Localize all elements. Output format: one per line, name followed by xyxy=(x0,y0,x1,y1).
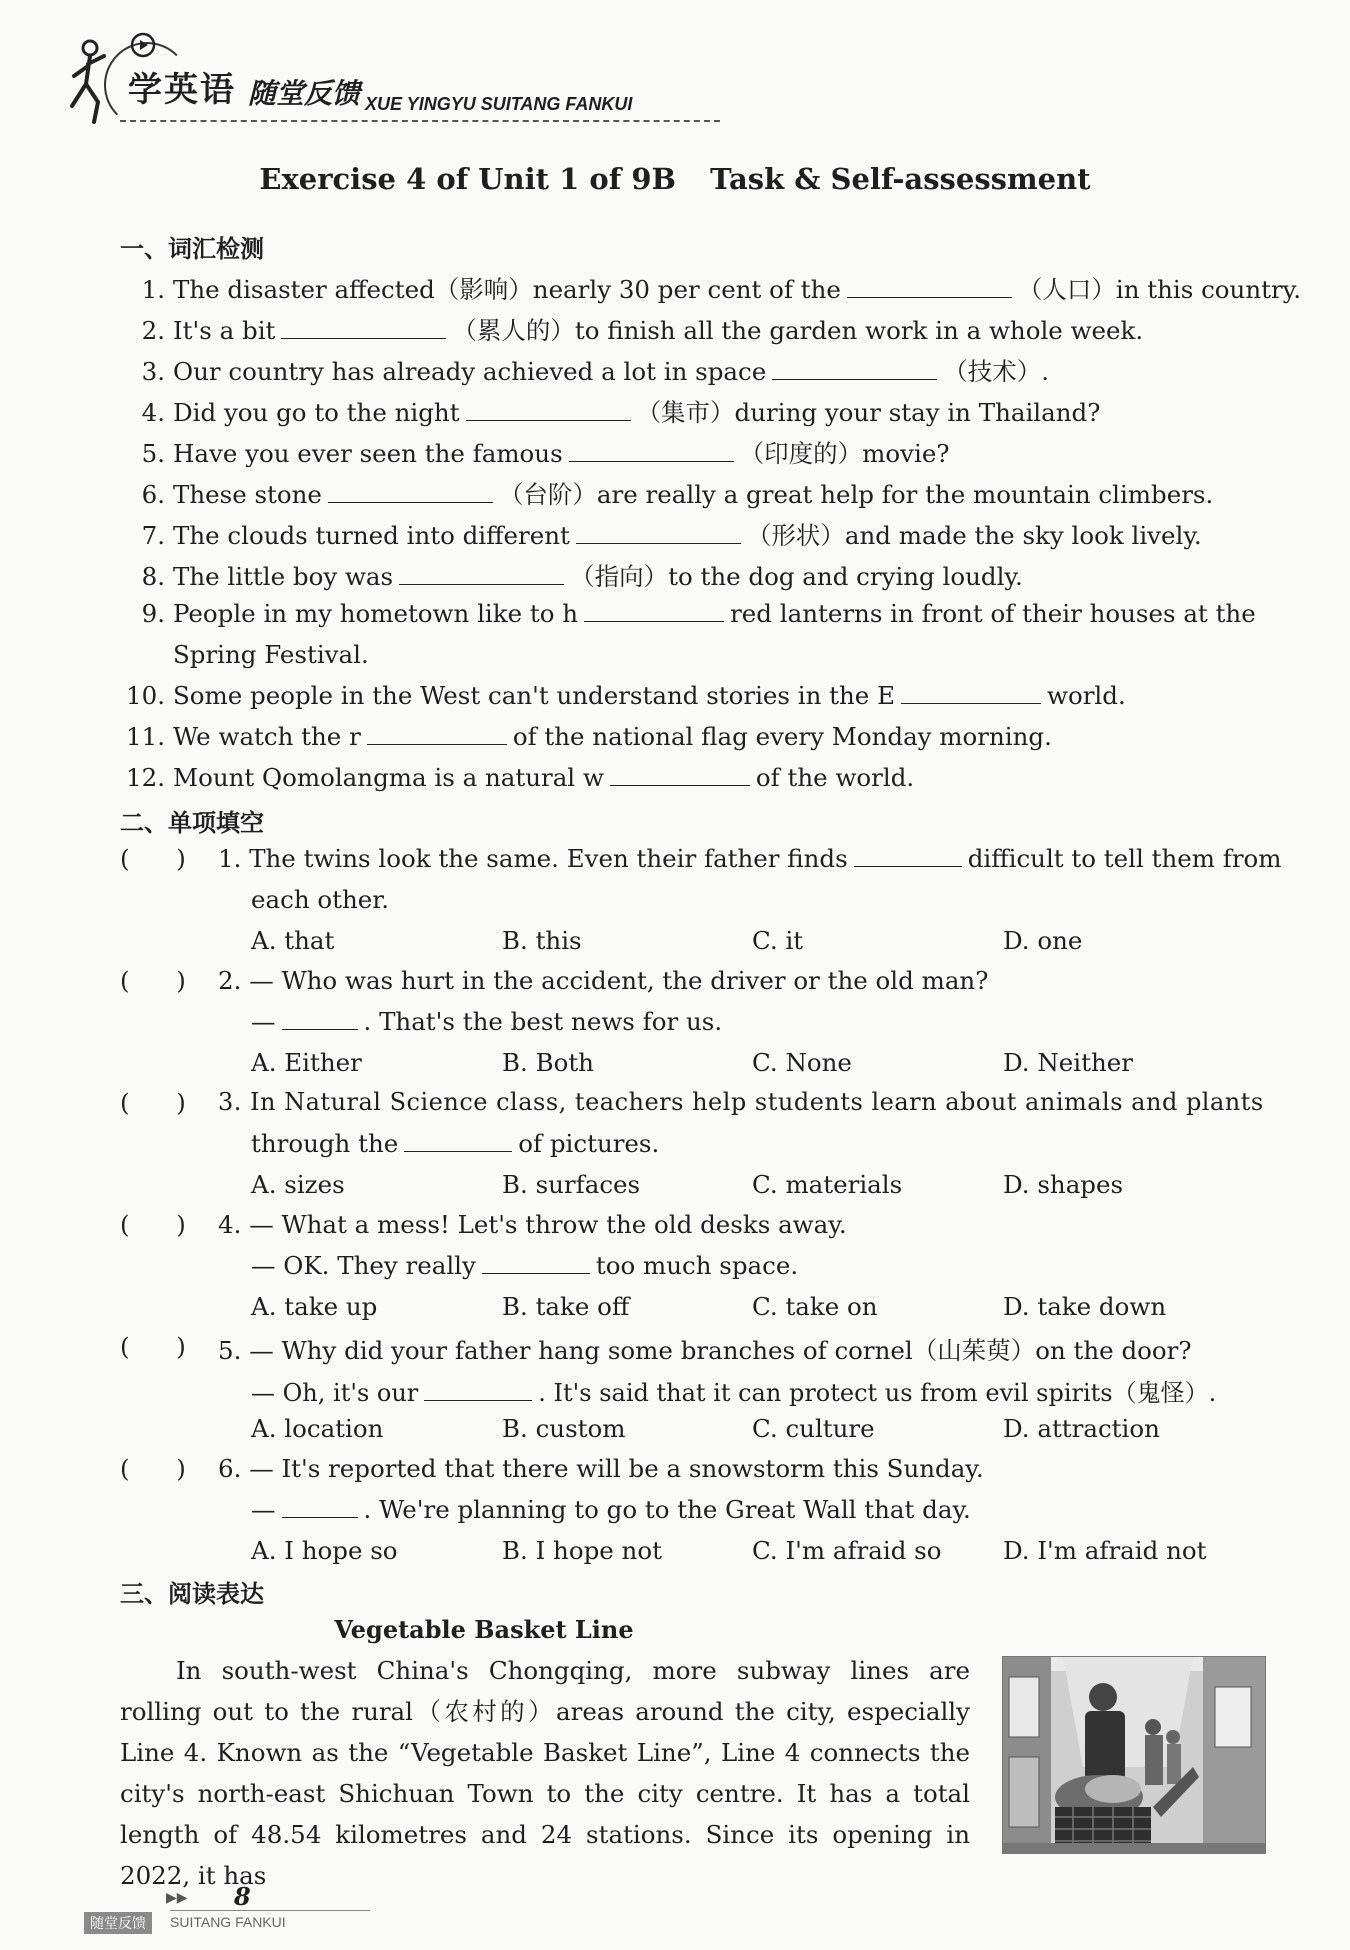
vocab-item: 12. Mount Qomolangma is a natural w of the world. xyxy=(126,763,915,792)
answer-blank[interactable] xyxy=(282,1007,358,1030)
vocab-item-continued: Spring Festival. xyxy=(173,640,369,669)
vocab-item: 11. We watch the r of the national flag every Monday morning. xyxy=(126,722,1052,751)
answer-blank[interactable] xyxy=(569,439,734,462)
page-number: 8 xyxy=(234,1882,251,1911)
vocab-item: 2. It's a bit （累人的）to finish all the garden work in a whole week. xyxy=(141,316,1144,345)
header-pinyin: XUE YINGYU SUITANG FANKUI xyxy=(365,94,633,114)
option-d[interactable]: D. Neither xyxy=(1003,1048,1133,1077)
question-line: 2. — Who was hurt in the accident, the driver or the old man? xyxy=(218,966,989,995)
option-a[interactable]: A. sizes xyxy=(251,1170,345,1199)
answer-blank[interactable] xyxy=(772,357,937,380)
section1-heading: 一、词汇检测 xyxy=(120,235,264,263)
question-line: each other. xyxy=(251,885,390,914)
question-line: 3. In Natural Science class, teachers help students learn about animals and plants xyxy=(218,1088,1264,1116)
option-d[interactable]: D. one xyxy=(1003,926,1083,955)
vocab-item: 5. Have you ever seen the famous （印度的）movie? xyxy=(141,439,950,468)
answer-blank[interactable] xyxy=(482,1251,590,1274)
reading-passage xyxy=(120,1650,970,1896)
option-a[interactable]: A. Either xyxy=(251,1048,362,1077)
reading-paragraph: In south-west China's Chongqing, more subway lines are rolling out to the rural（农村的）areas around the city, especially Line 4. Known as the “Vegetable Basket Line”, Line 4 connects the city's north-east Shichuan Town to the city centre. It has a total length of 48.54 kilometres and 24 stations. Since its opening in 2022, it has xyxy=(120,1656,970,1890)
option-a[interactable]: A. location xyxy=(251,1414,384,1443)
vocab-item: 9. People in my hometown like to h red lanterns in front of their houses at the xyxy=(141,599,1256,628)
vocab-item: 6. These stone （台阶）are really a great help for the mountain climbers. xyxy=(141,480,1214,509)
option-b[interactable]: B. I hope not xyxy=(502,1536,662,1565)
answer-blank[interactable] xyxy=(901,681,1041,704)
vocab-item: 10. Some people in the West can't understand stories in the E world. xyxy=(126,681,1126,710)
option-a[interactable]: A. I hope so xyxy=(251,1536,398,1565)
header-cn-subtitle: 随堂反馈 xyxy=(248,77,361,110)
header-cn-title: 学英语 xyxy=(128,70,236,110)
answer-paren[interactable]: ( ) xyxy=(120,1332,186,1361)
subway-photo xyxy=(1002,1656,1266,1854)
answer-paren[interactable]: ( ) xyxy=(120,1088,186,1117)
answer-paren[interactable]: ( ) xyxy=(120,1454,186,1483)
option-c[interactable]: C. None xyxy=(752,1048,852,1077)
option-c[interactable]: C. I'm afraid so xyxy=(752,1536,942,1565)
answer-blank[interactable] xyxy=(281,316,446,339)
question-line: 6. — It's reported that there will be a snowstorm this Sunday. xyxy=(218,1454,984,1483)
answer-blank[interactable] xyxy=(854,844,962,867)
option-d[interactable]: D. shapes xyxy=(1003,1170,1124,1199)
option-d[interactable]: D. take down xyxy=(1003,1292,1167,1321)
vocab-item: 3. Our country has already achieved a lot in space （技术）. xyxy=(141,357,1050,386)
title-right: Task & Self-assessment xyxy=(710,162,1091,196)
footer-divider xyxy=(170,1910,370,1911)
question-line: — . That's the best news for us. xyxy=(251,1007,723,1036)
question-line: 1. The twins look the same. Even their father finds difficult to tell them from xyxy=(218,844,1282,873)
section2-heading: 二、单项填空 xyxy=(120,809,264,837)
vocab-item: 7. The clouds turned into different （形状）and made the sky look lively. xyxy=(141,521,1202,550)
answer-blank[interactable] xyxy=(328,480,493,503)
footer-tag-en: SUITANG FANKUI xyxy=(170,1914,286,1930)
option-b[interactable]: B. surfaces xyxy=(502,1170,641,1199)
section3-heading: 三、阅读表达 xyxy=(120,1580,264,1608)
option-a[interactable]: A. take up xyxy=(251,1292,378,1321)
header-divider xyxy=(120,120,720,122)
footer-tag: 随堂反馈 xyxy=(84,1912,152,1934)
answer-paren[interactable]: ( ) xyxy=(120,966,186,995)
option-b[interactable]: B. custom xyxy=(502,1414,626,1443)
option-c[interactable]: C. it xyxy=(752,926,804,955)
page-footer xyxy=(84,1880,404,1940)
question-line: — Oh, it's our . It's said that it can protect us from evil spirits（鬼怪）. xyxy=(251,1379,1217,1407)
question-line: 4. — What a mess! Let's throw the old desks away. xyxy=(218,1210,847,1239)
book-header xyxy=(60,28,680,128)
answer-blank[interactable] xyxy=(399,562,564,585)
answer-blank[interactable] xyxy=(584,599,724,622)
option-c[interactable]: C. take on xyxy=(752,1292,878,1321)
question-line: 5. — Why did your father hang some branches of cornel（山茱萸）on the door? xyxy=(218,1336,1192,1365)
answer-blank[interactable] xyxy=(404,1129,512,1152)
play-icon xyxy=(130,32,156,58)
answer-paren[interactable]: ( ) xyxy=(120,1210,186,1239)
option-d[interactable]: D. attraction xyxy=(1003,1414,1160,1443)
option-c[interactable]: C. materials xyxy=(752,1170,903,1199)
answer-blank[interactable] xyxy=(424,1378,532,1401)
question-line: — OK. They really too much space. xyxy=(251,1251,799,1280)
answer-blank[interactable] xyxy=(282,1495,358,1518)
vocab-item: 8. The little boy was （指向）to the dog and crying loudly. xyxy=(141,562,1023,591)
option-c[interactable]: C. culture xyxy=(752,1414,875,1443)
vocab-item: 4. Did you go to the night （集市）during your stay in Thailand? xyxy=(141,398,1101,427)
answer-paren[interactable]: ( ) xyxy=(120,844,186,873)
answer-blank[interactable] xyxy=(367,722,507,745)
arrow-icon: ▶▶ xyxy=(166,1890,188,1906)
option-b[interactable]: B. Both xyxy=(502,1048,594,1077)
page-title xyxy=(0,162,1350,196)
question-line: through the of pictures. xyxy=(251,1129,660,1158)
question-line: — . We're planning to go to the Great Wall that day. xyxy=(251,1495,971,1524)
answer-blank[interactable] xyxy=(847,275,1012,298)
answer-blank[interactable] xyxy=(576,521,741,544)
reading-title: Vegetable Basket Line xyxy=(334,1615,634,1644)
answer-blank[interactable] xyxy=(610,763,750,786)
option-a[interactable]: A. that xyxy=(251,926,335,955)
option-b[interactable]: B. this xyxy=(502,926,582,955)
answer-blank[interactable] xyxy=(466,398,631,421)
title-left: Exercise 4 of Unit 1 of 9B xyxy=(259,162,677,196)
option-b[interactable]: B. take off xyxy=(502,1292,630,1321)
vocab-item: 1. The disaster affected（影响）nearly 30 per cent of the （人口）in this country. xyxy=(141,275,1302,304)
option-d[interactable]: D. I'm afraid not xyxy=(1003,1536,1207,1565)
